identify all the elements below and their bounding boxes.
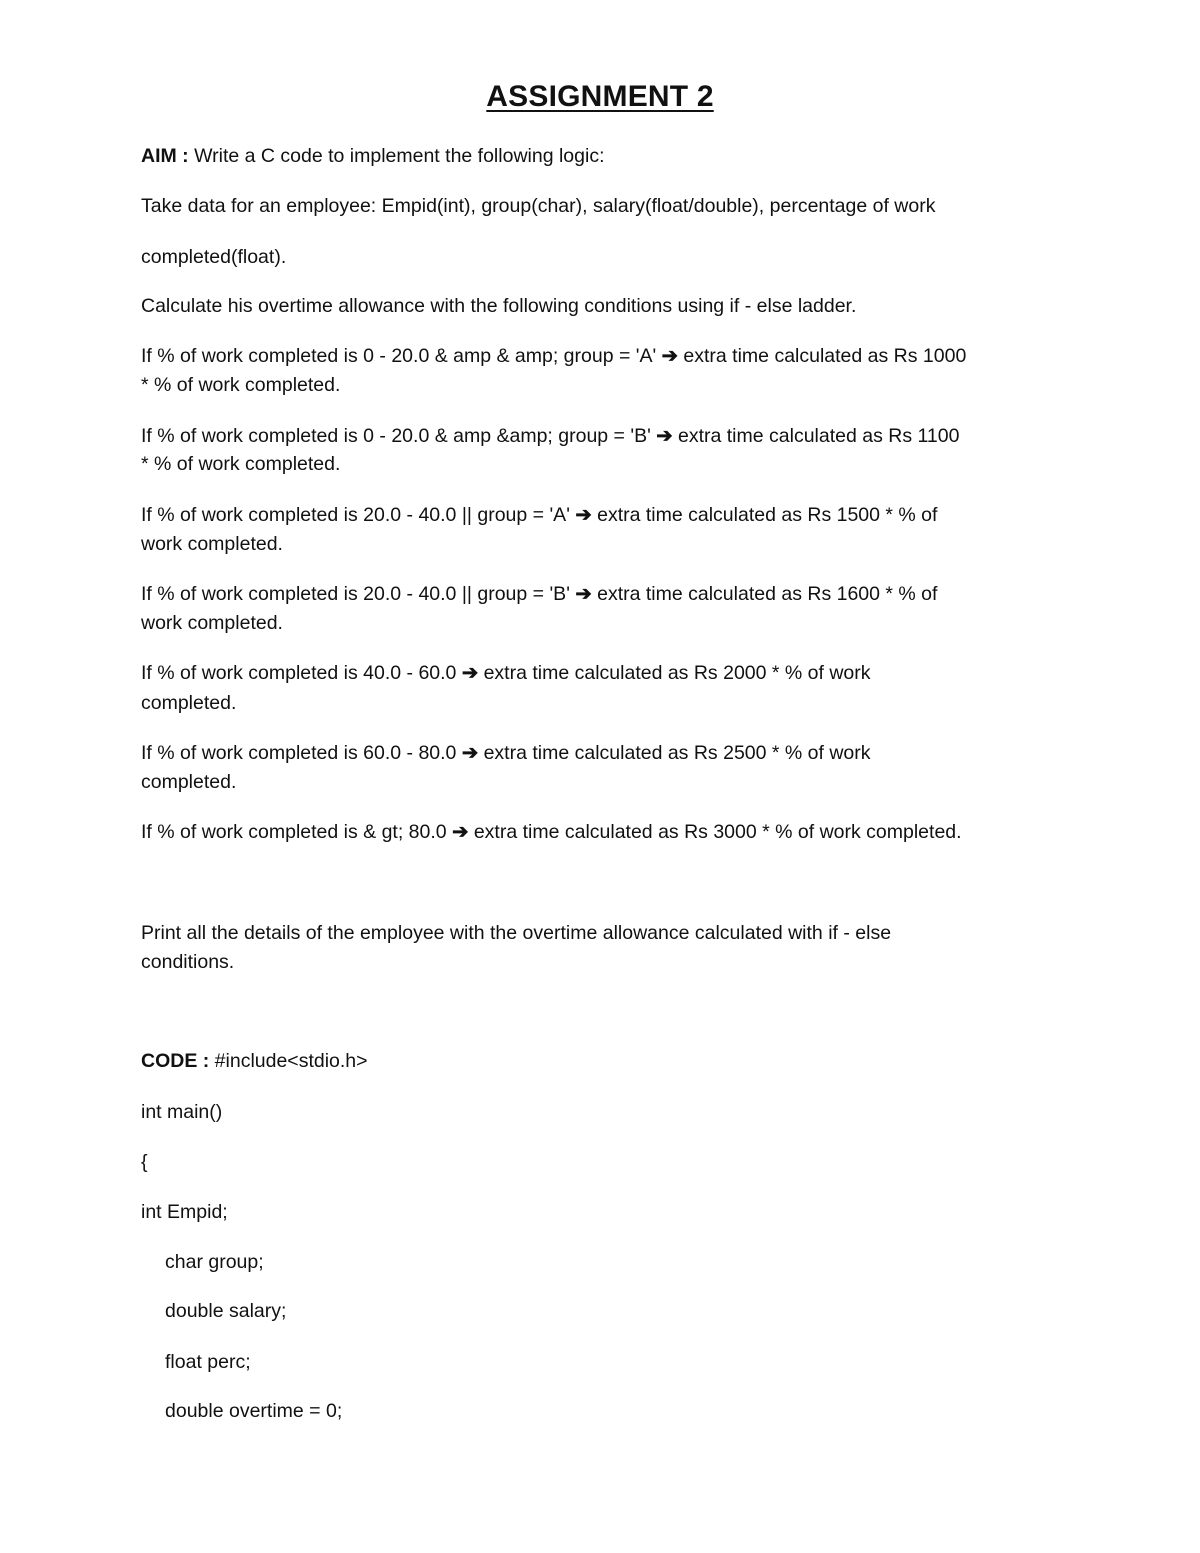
condition-result: extra time calculated as Rs 1600 * % of: [591, 583, 938, 605]
condition-text: If % of work completed is & gt; 80.0: [141, 821, 453, 843]
condition-text: If % of work completed is 0 - 20.0 & amp & amp; group = 'A': [141, 345, 662, 367]
arrow-icon: ➔: [656, 425, 673, 447]
code-header: [141, 1046, 368, 1076]
code-line: float perc;: [165, 1351, 251, 1373]
condition-1: [141, 341, 966, 371]
aim-label: AIM :: [141, 145, 189, 167]
condition-text: If % of work completed is 40.0 - 60.0: [141, 662, 462, 684]
condition-text: If % of work completed is 60.0 - 80.0: [141, 742, 462, 764]
aim-line: [141, 141, 605, 171]
condition-text: If % of work completed is 0 - 20.0 & amp &amp; group = 'B': [141, 425, 657, 447]
page-title: ASSIGNMENT 2: [486, 80, 714, 113]
arrow-icon: ➔: [452, 821, 469, 843]
code-line: {: [141, 1151, 148, 1173]
code-line: double salary;: [165, 1300, 287, 1322]
condition-4: [141, 579, 937, 609]
print-instruction-line-2: conditions.: [141, 951, 235, 973]
code-include-line: #include<stdio.h>: [209, 1050, 368, 1072]
condition-text: If % of work completed is 20.0 - 40.0 || group = 'B': [141, 583, 576, 605]
condition-text: If % of work completed is 20.0 - 40.0 || group = 'A': [141, 504, 576, 526]
condition-5-cont: completed.: [141, 692, 237, 714]
condition-3-cont: work completed.: [141, 533, 283, 555]
arrow-icon: ➔: [575, 583, 592, 605]
aim-text: Write a C code to implement the following logic:: [188, 145, 605, 167]
code-line: int main(): [141, 1101, 223, 1123]
condition-3: [141, 500, 937, 530]
intro-line-2: completed(float).: [141, 246, 287, 268]
condition-6-cont: completed.: [141, 771, 237, 793]
condition-1-cont: * % of work completed.: [141, 374, 341, 396]
arrow-icon: ➔: [575, 504, 592, 526]
condition-result: extra time calculated as Rs 1000: [678, 345, 967, 367]
condition-2: [141, 421, 959, 451]
condition-result: extra time calculated as Rs 1100: [672, 425, 960, 447]
code-label: CODE :: [141, 1050, 210, 1072]
condition-result: extra time calculated as Rs 1500 * % of: [591, 504, 938, 526]
arrow-icon: ➔: [461, 662, 479, 684]
arrow-icon: ➔: [461, 742, 479, 764]
print-instruction-line-1: Print all the details of the employee with the overtime allowance calculated with if - else: [141, 922, 892, 944]
code-line: double overtime = 0;: [165, 1400, 343, 1422]
condition-4-cont: work completed.: [141, 612, 283, 634]
code-line: int Empid;: [141, 1201, 228, 1223]
condition-5: [141, 658, 871, 688]
condition-result: extra time calculated as Rs 3000 * % of work completed.: [468, 821, 962, 843]
arrow-icon: ➔: [661, 345, 678, 367]
condition-6: [141, 738, 871, 768]
code-line: char group;: [165, 1251, 264, 1273]
intro-line-3: Calculate his overtime allowance with the following conditions using if - else ladder.: [141, 295, 857, 317]
intro-line-1: Take data for an employee: Empid(int), group(char), salary(float/double), percentage of work: [141, 195, 936, 217]
condition-2-cont: * % of work completed.: [141, 453, 341, 475]
condition-result: extra time calculated as Rs 2500 * % of work: [478, 742, 871, 764]
condition-result: extra time calculated as Rs 2000 * % of work: [478, 662, 871, 684]
condition-7: [141, 817, 962, 847]
